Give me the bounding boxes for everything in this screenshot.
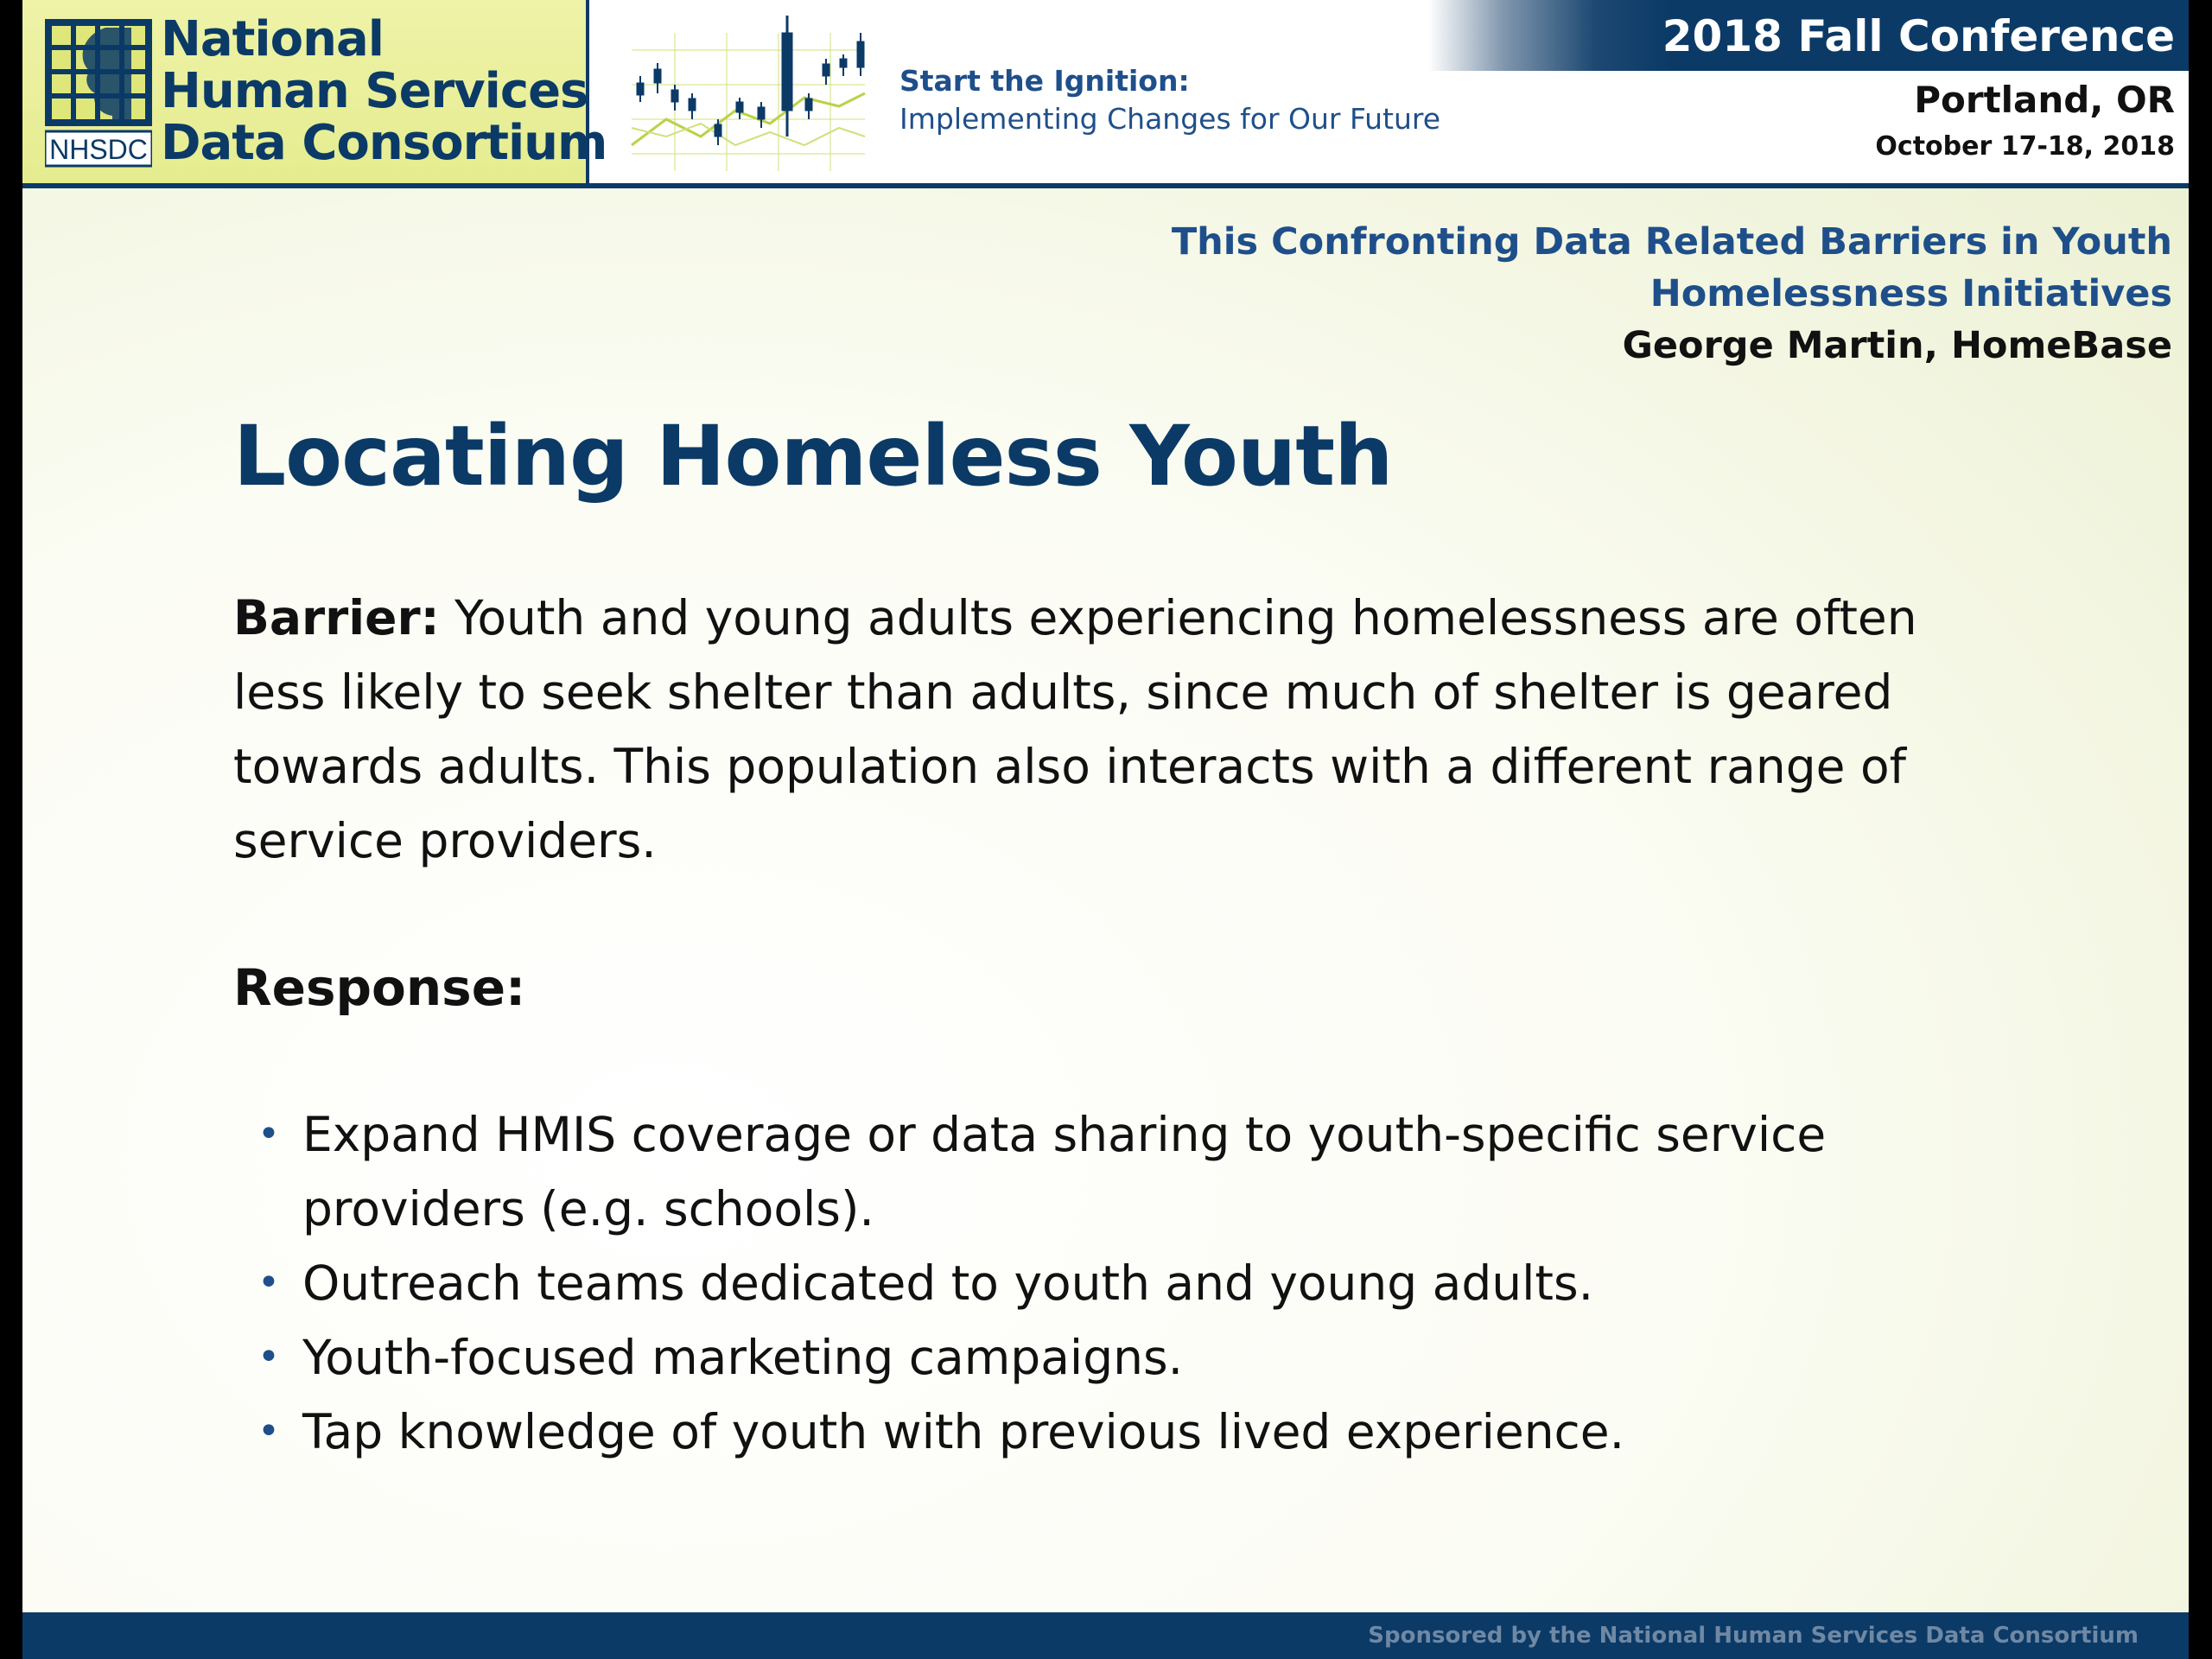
conference-theme: [899, 62, 1440, 138]
slide: [22, 0, 2189, 1659]
theme-subtitle: Implementing Changes for Our Future: [899, 102, 1441, 136]
conference-location: Portland, OR: [1914, 79, 2175, 121]
slide-heading: Locating Homeless Youth: [233, 408, 1393, 505]
theme-title: Start the Ignition:: [899, 64, 1190, 98]
list-item: [233, 1246, 2031, 1320]
logo-mark-text: NHSDC: [49, 134, 148, 165]
list-item: [233, 1320, 2031, 1395]
header-divider: [22, 183, 2189, 188]
bullet-icon: •: [257, 1335, 280, 1379]
conference-title: 2018 Fall Conference: [1662, 11, 2175, 61]
session-info: [1172, 216, 2172, 372]
barrier-label: Barrier:: [233, 590, 440, 645]
list-item: [233, 1395, 2031, 1469]
sponsor-text: Sponsored by the National Human Services Data Consortium: [1368, 1623, 2139, 1649]
barrier-text: Youth and young adults experiencing homelessness are often less likely to seek shelter than adults, since much of shelter is geared towards adults. This population also interacts with a different range of service providers.: [233, 590, 1917, 868]
presenter-name: George Martin, HomeBase: [1622, 324, 2172, 367]
organization-name-line: Human Services: [161, 63, 588, 119]
bullet-icon: •: [257, 1112, 280, 1156]
organization-name-line: Data Consortium: [161, 115, 607, 171]
organization-name-line: National: [161, 11, 384, 67]
list-item: [233, 1097, 2031, 1246]
organization-name: [161, 11, 607, 171]
response-list: [233, 1097, 2031, 1469]
candlestick-chart-graphic: [623, 16, 874, 178]
list-item-text: Expand HMIS coverage or data sharing to youth-specific service providers (e.g. schools).: [302, 1107, 1827, 1236]
list-item-text: Youth-focused marketing campaigns.: [302, 1330, 1184, 1385]
organization-logo: [22, 0, 607, 183]
bullet-icon: •: [257, 1261, 280, 1305]
nhsdc-logo-mark: [45, 19, 152, 171]
session-title-line: Homelessness Initiatives: [1649, 272, 2172, 315]
list-item-text: Outreach teams dedicated to youth and young adults.: [302, 1255, 1594, 1311]
bullet-icon: •: [257, 1409, 280, 1453]
response-label: Response:: [233, 958, 526, 1017]
list-item-text: Tap knowledge of youth with previous lived experience.: [302, 1404, 1625, 1459]
barrier-paragraph: [233, 581, 2022, 878]
header: [22, 0, 2189, 188]
footer: [22, 1612, 2189, 1659]
session-title-line: This Confronting Data Related Barriers in Youth: [1171, 220, 2172, 264]
conference-dates: October 17-18, 2018: [1875, 131, 2175, 162]
conference-banner: [1428, 0, 2189, 71]
